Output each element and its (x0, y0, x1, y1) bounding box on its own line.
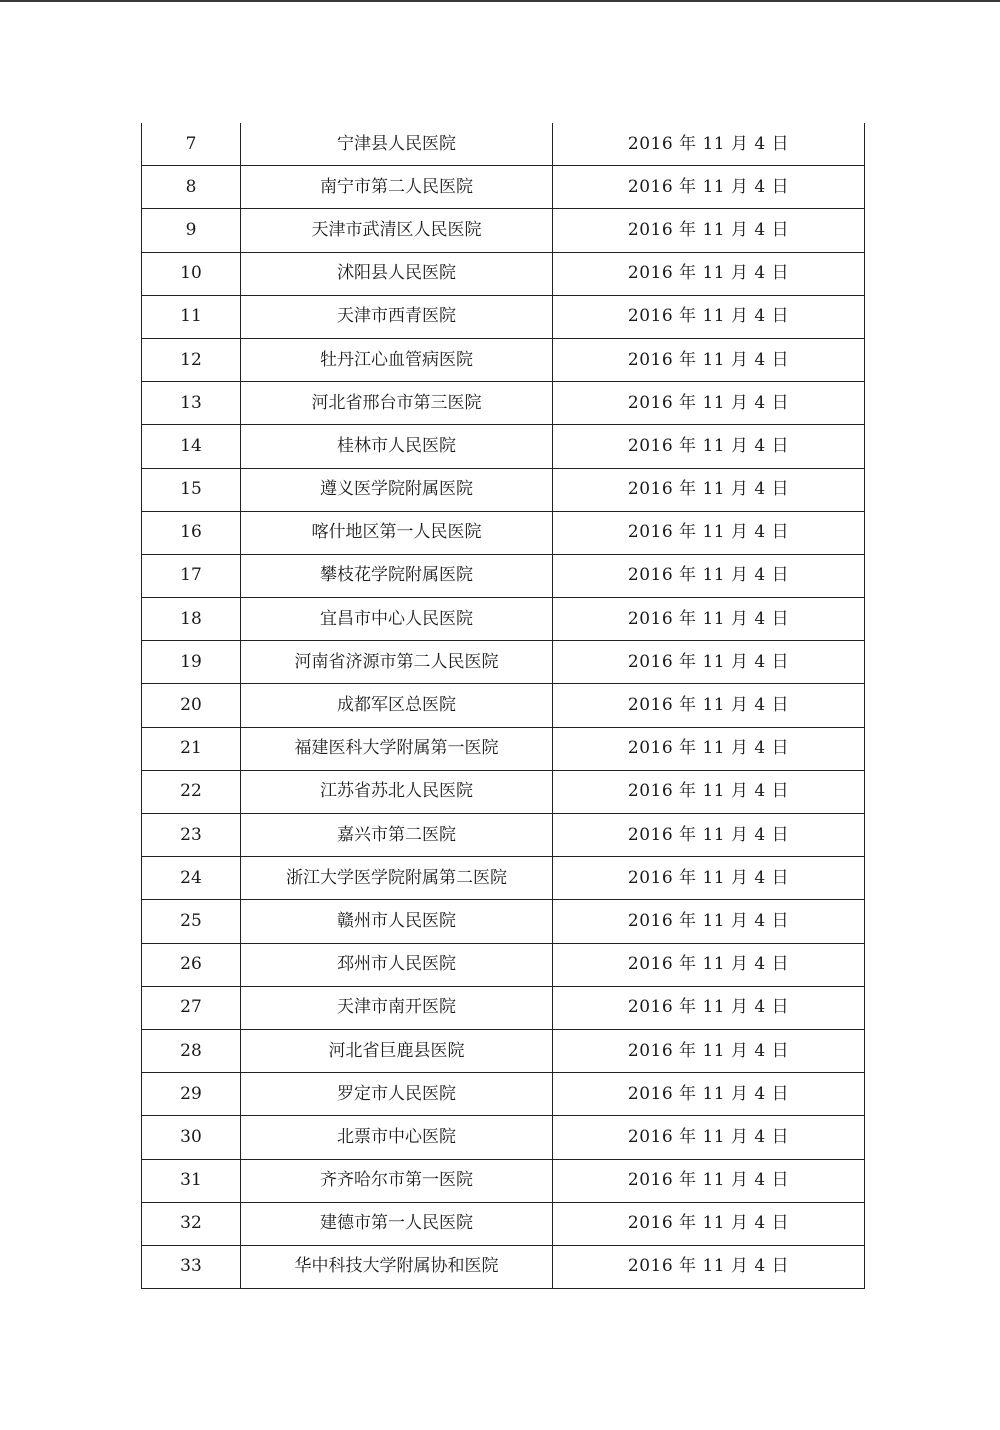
date-cell: 2016 年 11 月 4 日 (553, 641, 865, 684)
table-body (142, 123, 865, 1289)
table-row (142, 598, 865, 641)
date-cell: 2016 年 11 月 4 日 (553, 252, 865, 295)
table-row (142, 1202, 865, 1245)
table-row (142, 770, 865, 813)
hospital-name: 成都军区总医院 (241, 684, 553, 727)
hospital-name: 河北省邢台市第三医院 (241, 382, 553, 425)
hospital-name: 赣州市人民医院 (241, 900, 553, 943)
hospital-name: 天津市西青医院 (241, 295, 553, 338)
table-row (142, 1159, 865, 1202)
date-cell: 2016 年 11 月 4 日 (553, 468, 865, 511)
row-number: 13 (142, 382, 241, 425)
date-cell: 2016 年 11 月 4 日 (553, 943, 865, 986)
date-cell: 2016 年 11 月 4 日 (553, 123, 865, 166)
row-number: 16 (142, 511, 241, 554)
table-row (142, 684, 865, 727)
hospital-name: 天津市武清区人民医院 (241, 209, 553, 252)
date-cell: 2016 年 11 月 4 日 (553, 1245, 865, 1288)
hospital-name: 宁津县人民医院 (241, 123, 553, 166)
hospital-name: 桂林市人民医院 (241, 425, 553, 468)
table-row (142, 857, 865, 900)
hospital-name: 遵义医学院附属医院 (241, 468, 553, 511)
date-cell: 2016 年 11 月 4 日 (553, 1029, 865, 1072)
table-row (142, 511, 865, 554)
table-row (142, 338, 865, 381)
row-number: 33 (142, 1245, 241, 1288)
row-number: 18 (142, 598, 241, 641)
hospital-name: 北票市中心医院 (241, 1116, 553, 1159)
date-cell: 2016 年 11 月 4 日 (553, 900, 865, 943)
row-number: 9 (142, 209, 241, 252)
row-number: 7 (142, 123, 241, 166)
table-row (142, 1116, 865, 1159)
date-cell: 2016 年 11 月 4 日 (553, 209, 865, 252)
hospital-name: 攀枝花学院附属医院 (241, 554, 553, 597)
date-cell: 2016 年 11 月 4 日 (553, 814, 865, 857)
row-number: 23 (142, 814, 241, 857)
row-number: 12 (142, 338, 241, 381)
table-row (142, 468, 865, 511)
table-row (142, 166, 865, 209)
hospital-name: 嘉兴市第二医院 (241, 814, 553, 857)
table-row (142, 554, 865, 597)
date-cell: 2016 年 11 月 4 日 (553, 338, 865, 381)
table-row (142, 943, 865, 986)
row-number: 27 (142, 986, 241, 1029)
row-number: 29 (142, 1073, 241, 1116)
hospital-name: 齐齐哈尔市第一医院 (241, 1159, 553, 1202)
row-number: 31 (142, 1159, 241, 1202)
table-row (142, 641, 865, 684)
row-number: 28 (142, 1029, 241, 1072)
table-row (142, 900, 865, 943)
date-cell: 2016 年 11 月 4 日 (553, 770, 865, 813)
hospital-name: 河北省巨鹿县医院 (241, 1029, 553, 1072)
hospital-name: 天津市南开医院 (241, 986, 553, 1029)
date-cell: 2016 年 11 月 4 日 (553, 1116, 865, 1159)
date-cell: 2016 年 11 月 4 日 (553, 727, 865, 770)
row-number: 19 (142, 641, 241, 684)
table-row (142, 123, 865, 166)
date-cell: 2016 年 11 月 4 日 (553, 554, 865, 597)
row-number: 25 (142, 900, 241, 943)
row-number: 8 (142, 166, 241, 209)
row-number: 14 (142, 425, 241, 468)
hospital-name: 河南省济源市第二人民医院 (241, 641, 553, 684)
row-number: 22 (142, 770, 241, 813)
row-number: 17 (142, 554, 241, 597)
date-cell: 2016 年 11 月 4 日 (553, 1159, 865, 1202)
table-row (142, 1073, 865, 1116)
hospital-name: 喀什地区第一人民医院 (241, 511, 553, 554)
table-row (142, 727, 865, 770)
row-number: 30 (142, 1116, 241, 1159)
table-row (142, 425, 865, 468)
table-row (142, 295, 865, 338)
hospital-name: 建德市第一人民医院 (241, 1202, 553, 1245)
table-row (142, 1245, 865, 1288)
date-cell: 2016 年 11 月 4 日 (553, 382, 865, 425)
row-number: 21 (142, 727, 241, 770)
page-top-rule (0, 0, 1000, 2)
date-cell: 2016 年 11 月 4 日 (553, 295, 865, 338)
date-cell: 2016 年 11 月 4 日 (553, 986, 865, 1029)
table-row (142, 382, 865, 425)
row-number: 24 (142, 857, 241, 900)
hospital-name: 邳州市人民医院 (241, 943, 553, 986)
row-number: 26 (142, 943, 241, 986)
row-number: 15 (142, 468, 241, 511)
hospital-name: 牡丹江心血管病医院 (241, 338, 553, 381)
hospital-name: 沭阳县人民医院 (241, 252, 553, 295)
row-number: 10 (142, 252, 241, 295)
hospital-name: 浙江大学医学院附属第二医院 (241, 857, 553, 900)
date-cell: 2016 年 11 月 4 日 (553, 598, 865, 641)
hospital-name: 福建医科大学附属第一医院 (241, 727, 553, 770)
hospital-name: 南宁市第二人民医院 (241, 166, 553, 209)
row-number: 20 (142, 684, 241, 727)
hospital-list-table (141, 123, 865, 1289)
row-number: 32 (142, 1202, 241, 1245)
table-row (142, 1029, 865, 1072)
table-row (142, 986, 865, 1029)
table-row (142, 814, 865, 857)
hospital-name: 华中科技大学附属协和医院 (241, 1245, 553, 1288)
table-row (142, 209, 865, 252)
hospital-name: 江苏省苏北人民医院 (241, 770, 553, 813)
hospital-name: 宜昌市中心人民医院 (241, 598, 553, 641)
date-cell: 2016 年 11 月 4 日 (553, 684, 865, 727)
date-cell: 2016 年 11 月 4 日 (553, 425, 865, 468)
table-row (142, 252, 865, 295)
date-cell: 2016 年 11 月 4 日 (553, 1202, 865, 1245)
date-cell: 2016 年 11 月 4 日 (553, 166, 865, 209)
date-cell: 2016 年 11 月 4 日 (553, 857, 865, 900)
date-cell: 2016 年 11 月 4 日 (553, 511, 865, 554)
hospital-name: 罗定市人民医院 (241, 1073, 553, 1116)
date-cell: 2016 年 11 月 4 日 (553, 1073, 865, 1116)
row-number: 11 (142, 295, 241, 338)
